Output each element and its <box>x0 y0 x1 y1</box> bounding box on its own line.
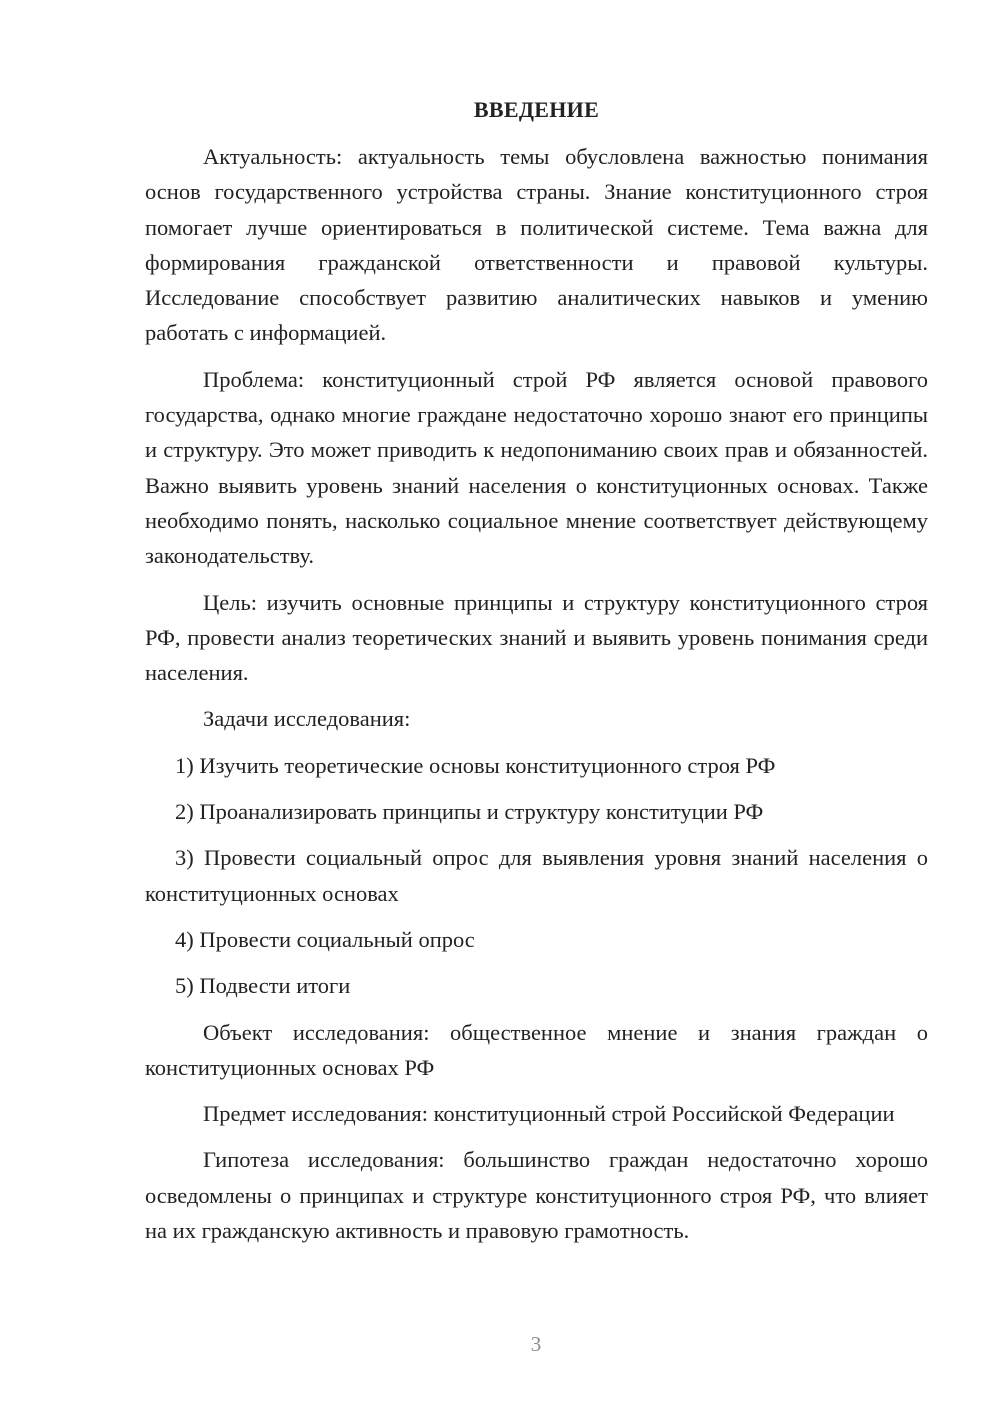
paragraph-goal: Цель: изучить основные принципы и структуру конституционного строя РФ, провести анализ теоретических знаний и выявить уровень понимания среди населения. <box>145 589 928 686</box>
task-item-2: 2) Проанализировать принципы и структуру конституции РФ <box>175 799 764 825</box>
task-item-5: 5) Подвести итоги <box>175 973 351 999</box>
paragraph-relevance: Актуальность: актуальность темы обусловлена важностью понимания основ государственного устройства страны. Знание конституционного строя помогает лучше ориентироваться в политической системе. Тема важна для формирования гражданской ответственности и правовой культуры. Исследование способствует развитию аналитических навыков и умению работать с информацией. <box>145 144 928 346</box>
page-content <box>145 95 928 1248</box>
paragraph-subject: Предмет исследования: конституционный строй Российской Федерации <box>203 1101 895 1127</box>
task-item-1: 1) Изучить теоретические основы конституционного строя РФ <box>175 752 776 778</box>
task-item-4: 4) Провести социальный опрос <box>175 926 475 952</box>
paragraph-hypothesis: Гипотеза исследования: большинство граждан недостаточно хорошо осведомлены о принципах и структуре конституционного строя РФ, что влияет на их гражданскую активность и правовую грамотность. <box>145 1147 928 1244</box>
section-heading: ВВЕДЕНИЕ <box>473 97 600 122</box>
page-number: 3 <box>530 1332 542 1356</box>
task-item-3: 3) Провести социальный опрос для выявления уровня знаний населения о конституционных основах <box>145 845 928 906</box>
paragraph-object: Объект исследования: общественное мнение и знания граждан о конституционных основах РФ <box>145 1019 928 1080</box>
paragraph-problem: Проблема: конституционный строй РФ является основой правового государства, однако многие граждане недостаточно хорошо знают его принципы и структуру. Это может приводить к недопониманию своих прав и обязанностей. Важно выявить уровень знаний населения о конституционных основах. Также необходимо понять, насколько социальное мнение соответствует действующему законодательству. <box>145 366 928 569</box>
tasks-title: Задачи исследования: <box>203 706 411 732</box>
